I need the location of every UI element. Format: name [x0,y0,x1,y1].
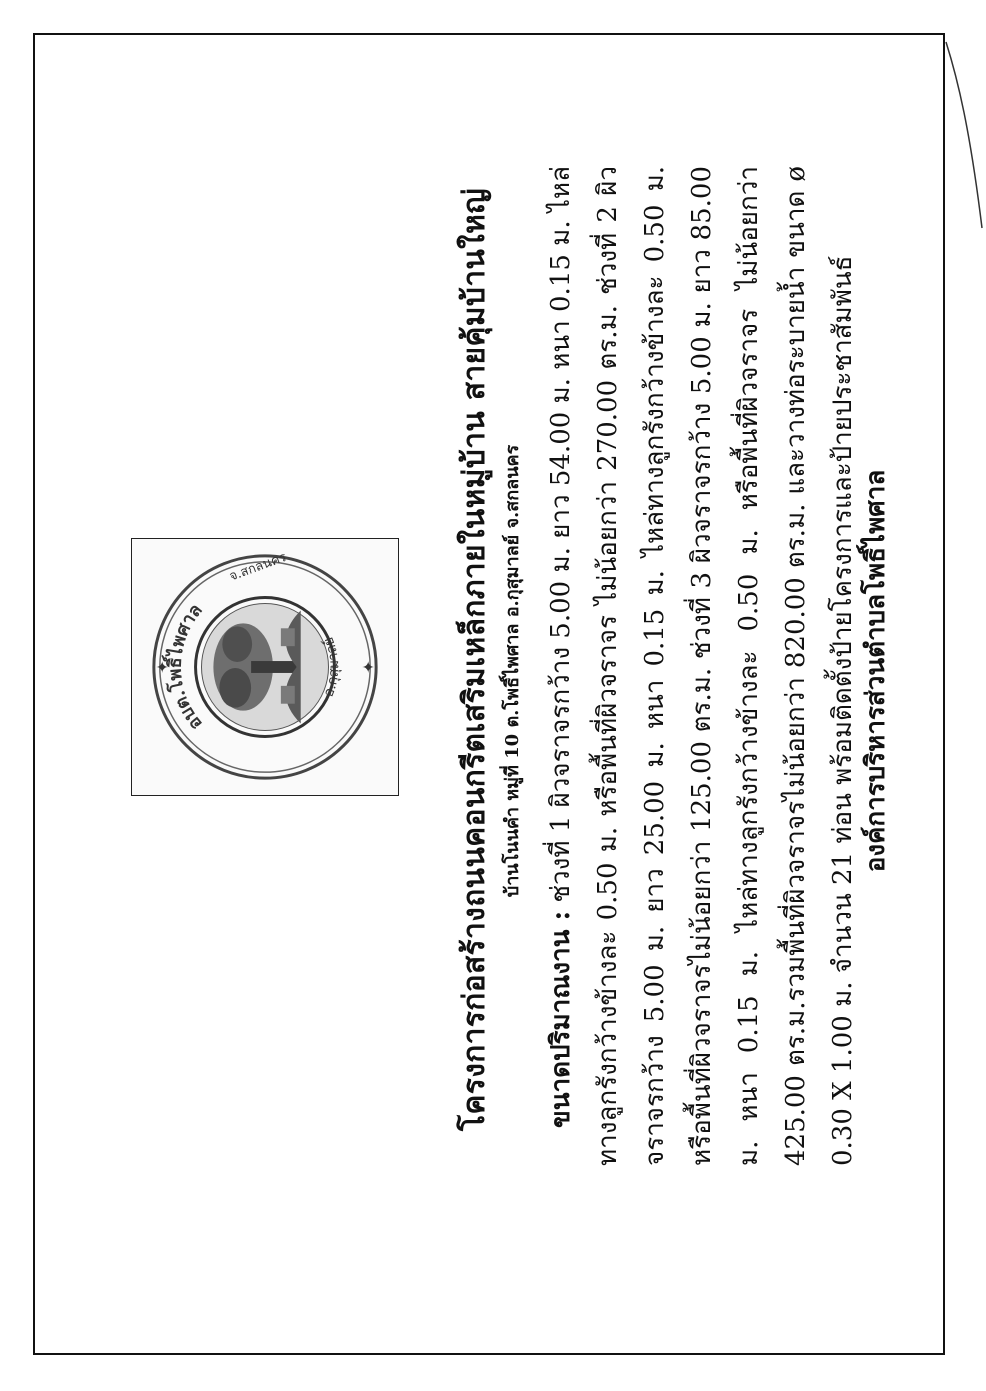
seal-star-icon: ✦ [152,659,172,674]
seal-bottom-text: อ.กุสุมาลย์ [320,634,343,699]
seal-star-icon-bottom: ✦ [359,659,379,674]
seal-right-text: จ.สกลนคร [227,549,289,584]
project-scope-paragraph [538,166,867,1166]
issuer-name: องค์การบริหารส่วนตำบลโพธิ์ไพศาล [861,469,891,872]
official-seal [131,538,399,796]
seal-emblem-icon [132,539,398,795]
project-title: โครงการก่อสร้างถนนคอนกรีตเสริมเหล็กภายในหมู่บ้าน สายคุ้มบ้านใหญ่ [457,187,492,1131]
scope-text: ช่วงที่ 1 ผิวจราจรกว้าง 5.00 ม. ยาว 54.00 ม. หนา 0.15 ม. ไหล่ทางลูกรังกว้างข้างละ 0.50 ม. หรือพื้นที่ผิวจราจร ไม่น้อยกว่า 270.00 ตร.ม. ช่วงที่ 2 ผิวจราจรกว้าง 5.00 ม. ยาว 25.00 ม. หนา 0.15 ม. ไหล่ทางลูกรังกว้างข้างละ 0.50 ม. หรือพื้นที่ผิวจราจรไม่น้อยกว่า 125.00 ตร.ม. ช่วงที่ 3 ผิวจราจรกว้าง 5.00 ม. ยาว 85.00 ม. หนา 0.15 ม. ไหล่ทางลูกรังกว้างข้างละ 0.50 ม. หรือพื้นที่ผิวจราจร ไม่น้อยกว่า 425.00 ตร.ม.รวมพื้นที่ผิวจราจรไม่น้อยกว่า 820.00 ตร.ม. และวางท่อระบายน้ำ ขนาด ø 0.30 X 1.00 ม. จำนวน 21 ท่อน พร้อมติดตั้งป้ายโครงการและป้ายประชาสัมพันธ์ [546,165,858,1166]
seal-top-text: อบต.โพธิ์ไพศาล [164,599,207,734]
project-location: บ้านโนนคำ หมู่ที่ 10 ต.โพธิ์ไพศาล อ.กุสุมาลย์ จ.สกลนคร [502,444,523,897]
page-curl-mark [944,40,984,230]
scope-label: ขนาดปริมาณงาน : [546,910,576,1128]
rotated-notice [83,81,903,1311]
